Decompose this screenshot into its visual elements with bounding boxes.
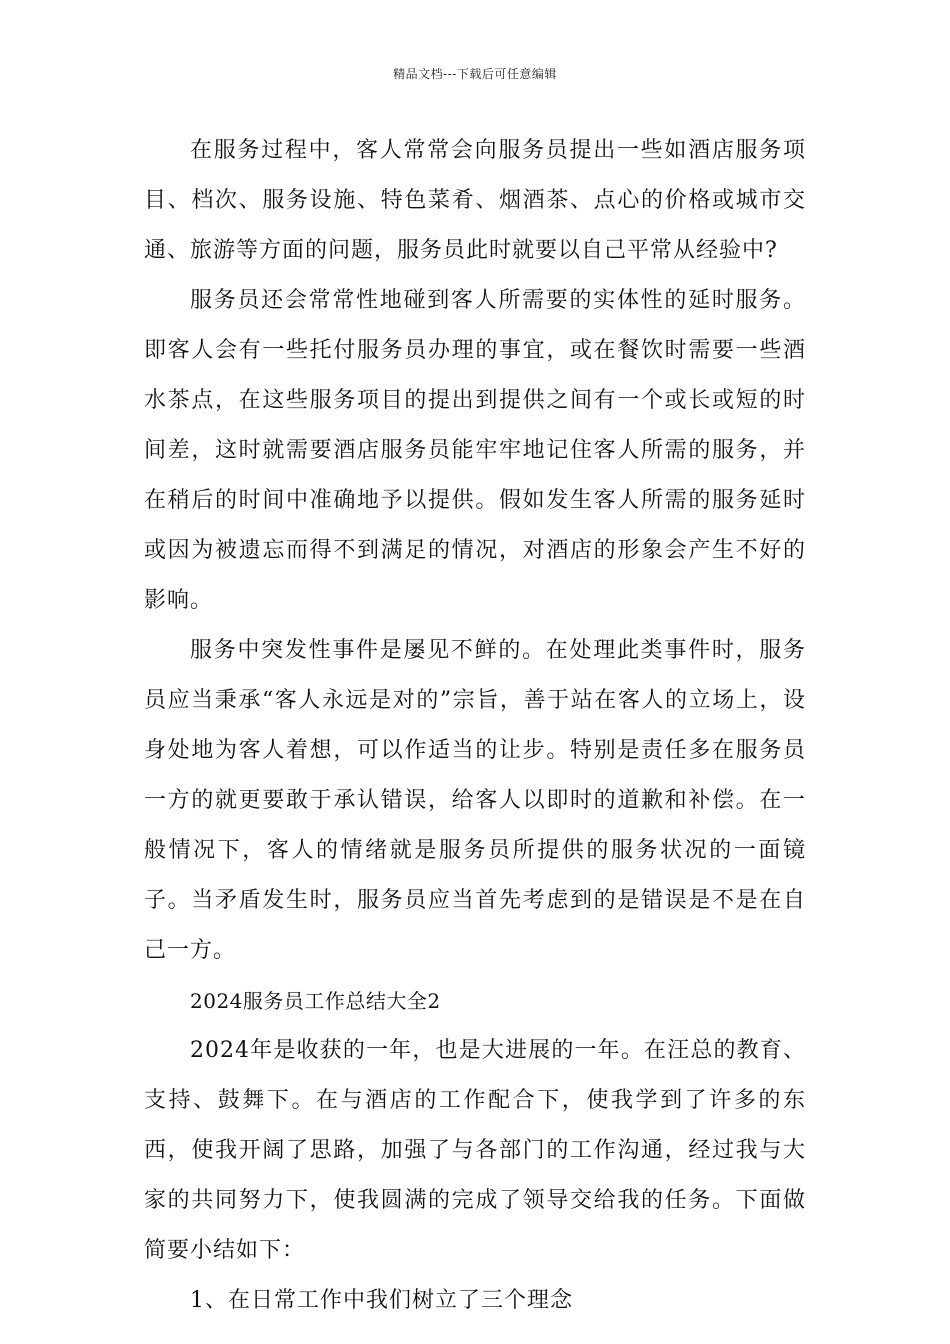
paragraph-emergency-events: 服务中突发性事件是屡见不鲜的。在处理此类事件时，服务员应当秉承“客人永远是对的”宗旨，善于站在客人的立场上，设身处地为客人着想，可以作适当的让步。特别是责任多在服务员一方的就更要敢于承认错误，给客人以即时的道歉和补偿。在一般情况下，客人的情绪就是服务员所提供的服务状况的一面镜子。当矛盾发生时，服务员应当首先考虑到的是错误是不是在自己一方。 xyxy=(144,638,806,963)
paragraph-year-summary: 2024年是收获的一年，也是大进展的一年。在汪总的教育、支持、鼓舞下。在与酒店的工作配合下，使我学到了许多的东西，使我开阔了思路，加强了与各部门的工作沟通，经过我与大家的共同努力下，使我圆满的完成了领导交给我的任务。下面做简要小结如下： xyxy=(144,1038,806,1263)
paragraph-three-concepts: 1、在日常工作中我们树立了三个理念 xyxy=(190,1288,573,1313)
section-title: 2024服务员工作总结大全2 xyxy=(190,989,441,1013)
paragraph-delayed-service: 服务员还会常常性地碰到客人所需要的实体性的延时服务。即客人会有一些托付服务员办理的事宜，或在餐饮时需要一些酒水茶点，在这些服务项目的提出到提供之间有一个或长或短的时间差，这时就需要酒店服务员能牢牢地记住客人所需的服务，并在稍后的时间中准确地予以提供。假如发生客人所需的服务延时或因为被遗忘而得不到满足的情况，对酒店的形象会产生不好的影响。 xyxy=(144,288,806,613)
document-body xyxy=(144,126,806,1326)
page-header: 精品文档---下载后可任意编辑 xyxy=(393,67,557,81)
paragraph-service-questions: 在服务过程中，客人常常会向服务员提出一些如酒店服务项目、档次、服务设施、特色菜肴、烟酒茶、点心的价格或城市交通、旅游等方面的问题，服务员此时就要以自己平常从经验中? xyxy=(144,138,806,263)
